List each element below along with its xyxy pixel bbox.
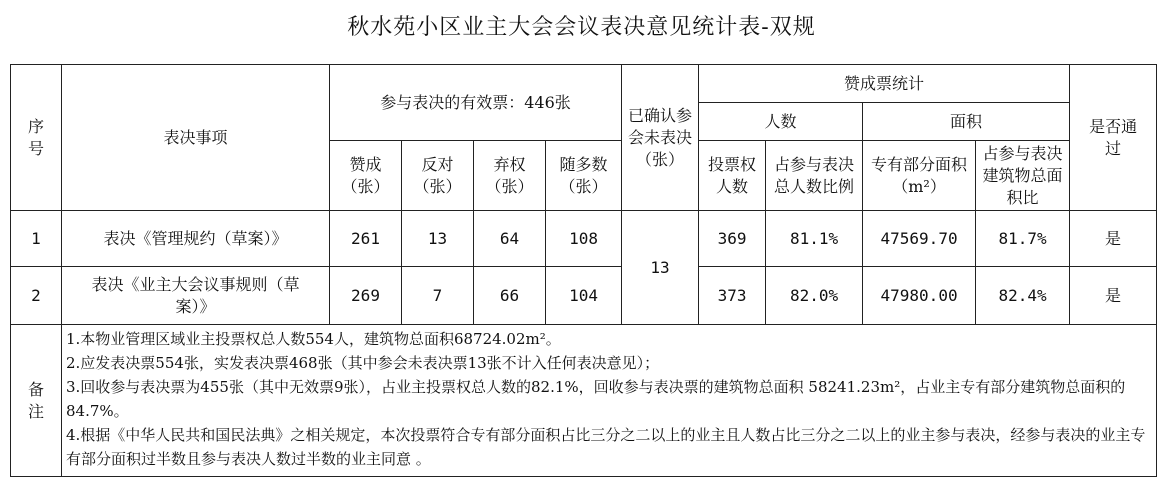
header-abstain <box>474 141 546 211</box>
row-approve: 261 <box>330 211 402 267</box>
header-area-ratio <box>976 141 1070 211</box>
header-area-ratio-label: 占参与表决建筑物总面积比 <box>982 143 1063 207</box>
row-abstain: 66 <box>474 267 546 325</box>
header-follow <box>546 141 622 211</box>
row-area-ratio: 82.4% <box>976 267 1070 325</box>
notes-label <box>11 325 62 477</box>
header-item: 表决事项 <box>62 65 330 211</box>
table-row <box>11 267 1157 325</box>
confirmed-value: 13 <box>622 211 699 325</box>
note-item: 2.应发表决票554张，实发表决票468张（其中参会未表决票13张不计入任何表决意见）； <box>66 354 660 372</box>
header-pass-label: 是否通过 <box>1089 116 1138 158</box>
header-voter-count-label: 投票权人数 <box>708 154 757 196</box>
row-area: 47569.70 <box>863 211 976 267</box>
vote-statistics-table <box>10 64 1157 477</box>
header-private-area <box>863 141 976 211</box>
header-seq-label: 序号 <box>27 116 44 158</box>
header-oppose <box>402 141 474 211</box>
row-person-ratio: 82.0% <box>766 267 863 325</box>
header-approve-stats: 赞成票统计 <box>699 65 1070 103</box>
header-persons: 人数 <box>699 103 863 141</box>
row-item <box>62 267 330 325</box>
header-confirmed-label: 已确认参会未表决（张） <box>628 105 693 169</box>
header-private-area-label: 专有部分面积（m²） <box>871 154 968 196</box>
header-seq <box>11 65 62 211</box>
notes-label-text: 备注 <box>27 379 44 421</box>
row-voters: 373 <box>699 267 766 325</box>
row-follow: 104 <box>546 267 622 325</box>
header-area: 面积 <box>863 103 1070 141</box>
row-follow: 108 <box>546 211 622 267</box>
header-person-ratio <box>766 141 863 211</box>
header-approve-label: 赞成（张） <box>341 154 390 196</box>
header-voter-count <box>699 141 766 211</box>
note-item: 3.回收参与表决票为455张（其中无效票9张），占业主投票权总人数的82.1%，回收参与表决票的建筑物总面积 58241.23m²，占业主专有部分建筑物总面积的84.7%。 <box>66 378 1126 420</box>
header-oppose-label: 反对（张） <box>413 154 462 196</box>
row-abstain: 64 <box>474 211 546 267</box>
row-seq: 1 <box>11 211 62 267</box>
row-oppose: 13 <box>402 211 474 267</box>
row-item-label: 表决《业主大会议事规则（草案）》 <box>91 274 300 316</box>
page-title: 秋水苑小区业主大会会议表决意见统计表-双规 <box>347 15 816 40</box>
row-pass: 是 <box>1070 267 1157 325</box>
row-seq: 2 <box>11 267 62 325</box>
header-follow-label: 随多数（张） <box>559 154 608 196</box>
header-person-ratio-label: 占参与表决总人数比例 <box>774 154 855 196</box>
row-approve: 269 <box>330 267 402 325</box>
row-person-ratio: 81.1% <box>766 211 863 267</box>
header-approve <box>330 141 402 211</box>
header-pass <box>1070 65 1157 211</box>
row-area: 47980.00 <box>863 267 976 325</box>
note-item: 4.根据《中华人民共和国民法典》之相关规定，本次投票符合专有部分面积占比三分之二以上的业主且人数占比三分之二以上的业主参与表决，经参与表决的业主专有部分面积过半数且参与表决人数过半数的业主同意 。 <box>66 426 1146 468</box>
row-oppose: 7 <box>402 267 474 325</box>
table-row <box>11 211 1157 267</box>
row-voters: 369 <box>699 211 766 267</box>
note-item: 1.本物业管理区域业主投票权总人数554人，建筑物总面积68724.02m²。 <box>66 330 561 348</box>
notes-content <box>62 325 1157 477</box>
header-abstain-label: 弃权（张） <box>485 154 534 196</box>
header-valid-votes: 参与表决的有效票：446张 <box>330 65 622 141</box>
row-pass: 是 <box>1070 211 1157 267</box>
header-confirmed <box>622 65 699 211</box>
row-area-ratio: 81.7% <box>976 211 1070 267</box>
row-item: 表决《管理规约（草案）》 <box>62 211 330 267</box>
